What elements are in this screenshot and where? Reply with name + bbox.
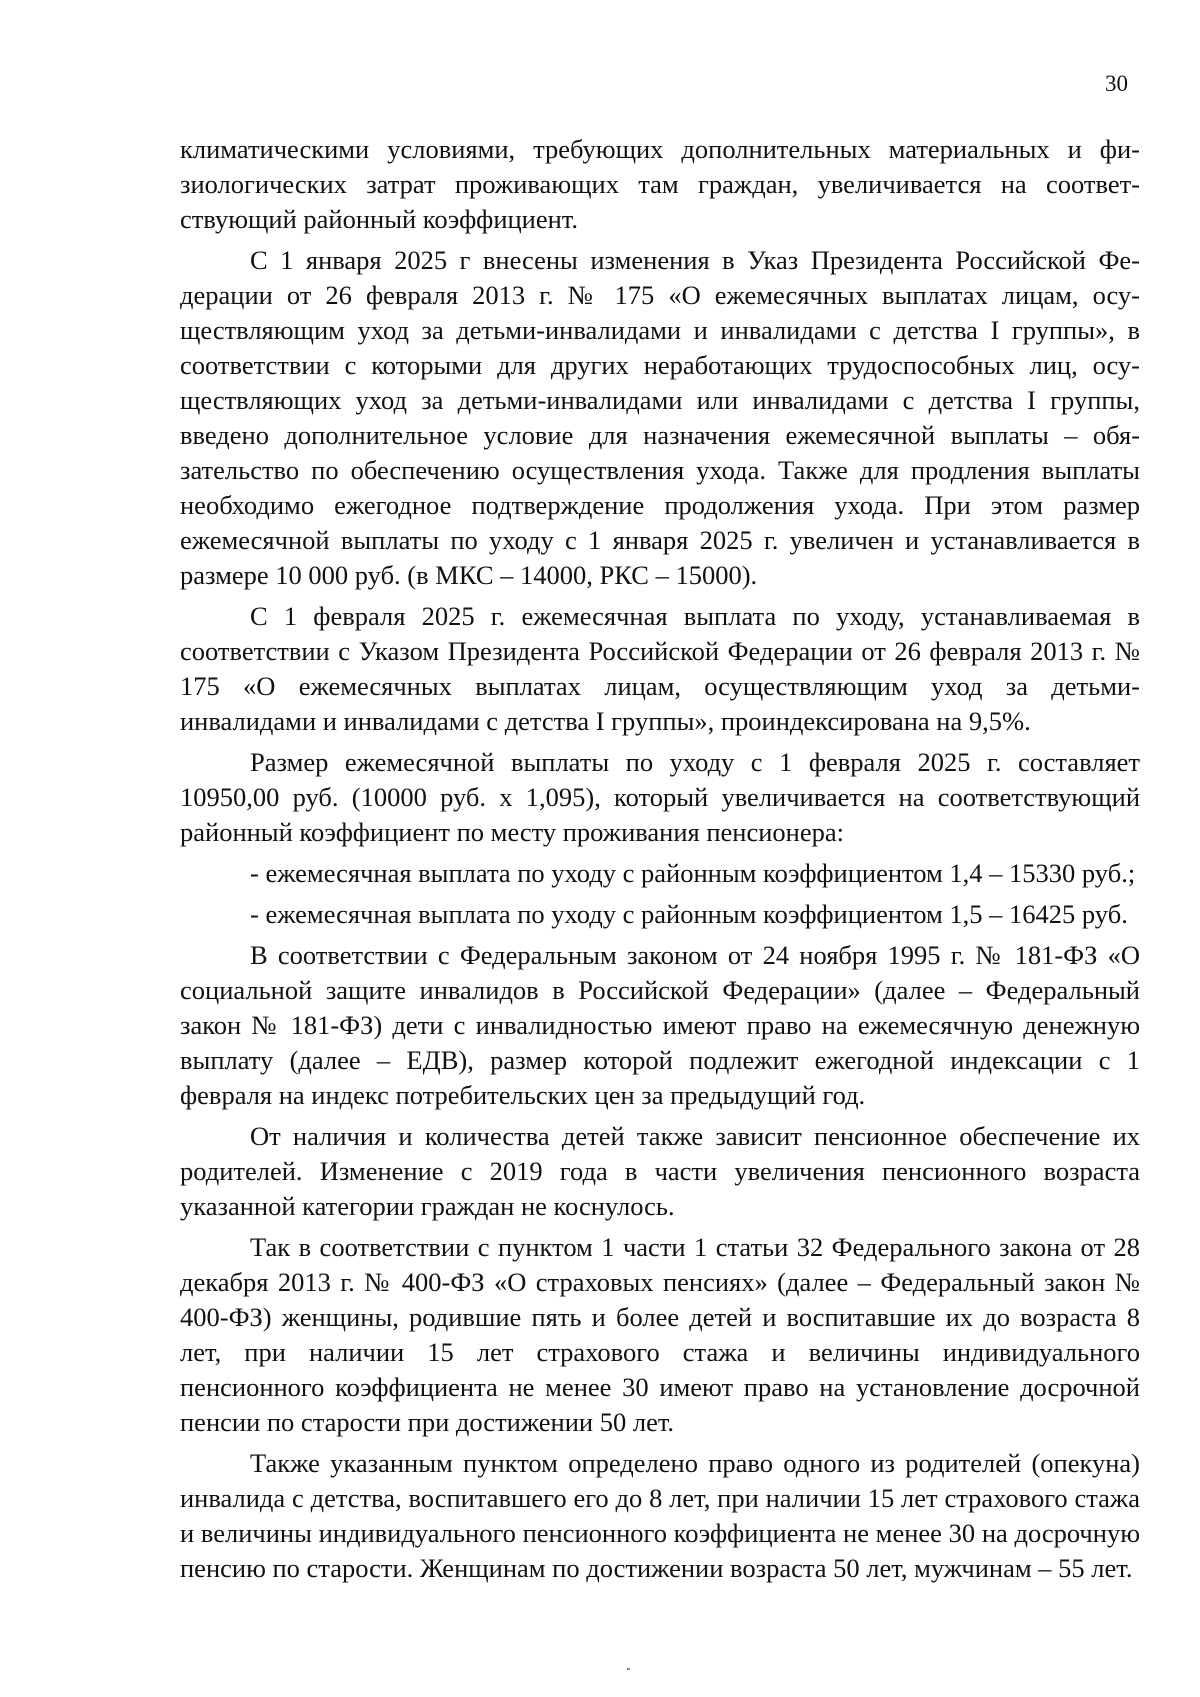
paragraph-parents-pension: От наличия и количества детей также зависит пенсионное обеспечение их родителей. Изменение с 2019 года в части увеличения пенсионного возраста указанной категории граждан не коснулось. — [180, 1121, 1140, 1221]
paragraph-federal-law-400: Так в соответствии с пунктом 1 части 1 статьи 32 Федерального закона от 28 декабря 2013 г. № 400-ФЗ «О страховых пенсиях» (далее – Федеральный закон № 400-ФЗ) женщины, родившие пять и более детей и воспитавшие их до возраста 8 лет, при наличии 15 лет страхового стажа и величины индивидуального пенсионного коэффициента не менее 30 имеют право на установление досрочной пенсии по старости при достижении 50 лет. — [180, 1232, 1140, 1437]
paragraph-guardian-right: Также указанным пунктом определено право одного из родителей (опекуна) инвалида с детства, воспитавшего его до 8 лет, при наличии 15 лет страхового стажа и величины индивидуального пенсионного коэффициента не менее 30 на досрочную пенсию по старости. Женщинам по достижении возраста 50 лет, мужчинам – 55 лет. — [180, 1448, 1140, 1583]
paragraph-federal-law-181: В соответствии с Федеральным законом от 24 ноября 1995 г. № 181-ФЗ «О социальной защите инвалидов в Российской Федерации» (далее – Федеральный закон № 181-ФЗ) дети с инвалидностью имеют право на ежемесячную денежную выплату (далее – ЕДВ), размер которой подлежит ежегодной индексации с 1 февраля на индекс потребительских цен за предыдущий год. — [180, 940, 1140, 1110]
document-body — [180, 132, 1140, 1592]
paragraph-decree-amendments: С 1 января 2025 г внесены изменения в Указ Президента Российской Федерации от 26 февраля 2013 г. № 175 «О ежемесячных выплатах лицам, осуществляющим уход за детьми-инвалидами и инвалидами с детства I группы», в соответствии с которыми для других неработающих трудоспособных лиц, осуществляющих уход за детьми-инвалидами или инвалидами с детства I группы, введено дополнительное условие для назначения ежемесячной выплаты – обязательство по обеспечению осуществления ухода. Также для продления выплаты необходимо ежегодное подтверждение продолжения ухода. При этом размер ежемесячной выплаты по уходу с 1 января 2025 г. увеличен и устанавливается в размере 10 000 руб. (в МКС – 14000, РКС – 15000). — [180, 245, 1140, 590]
scan-speck — [627, 1668, 630, 1670]
paragraph-indexation: С 1 февраля 2025 г. ежемесячная выплата по уходу, устанавливаемая в соответствии с Указом Президента Российской Федерации от 26 февраля 2013 г. № 175 «О ежемесячных выплатах лицам, осуществляющим уход за детьми-инвалидами и инвалидами с детства I группы», проиндексирована на 9,5%. — [180, 601, 1140, 736]
paragraph-payment-amount: Размер ежемесячной выплаты по уходу с 1 февраля 2025 г. составляет 10950,00 руб. (10000 руб. х 1,095), который увеличивается на соответствующий районный коэффициент по месту проживания пенсионера: — [180, 747, 1140, 847]
list-item-coefficient-1-5: - ежемесячная выплата по уходу с районным коэффициентом 1,5 – 16425 руб. — [250, 899, 1128, 929]
paragraph-continuation: климатическими условиями, требующих дополнительных материальных и физиологических затрат проживающих там граждан, увеличивается на соответствующий районный коэффициент. — [180, 134, 1140, 234]
page-number: 30 — [1105, 71, 1128, 96]
list-item-coefficient-1-4: - ежемесячная выплата по уходу с районным коэффициентом 1,4 – 15330 руб.; — [250, 858, 1136, 888]
